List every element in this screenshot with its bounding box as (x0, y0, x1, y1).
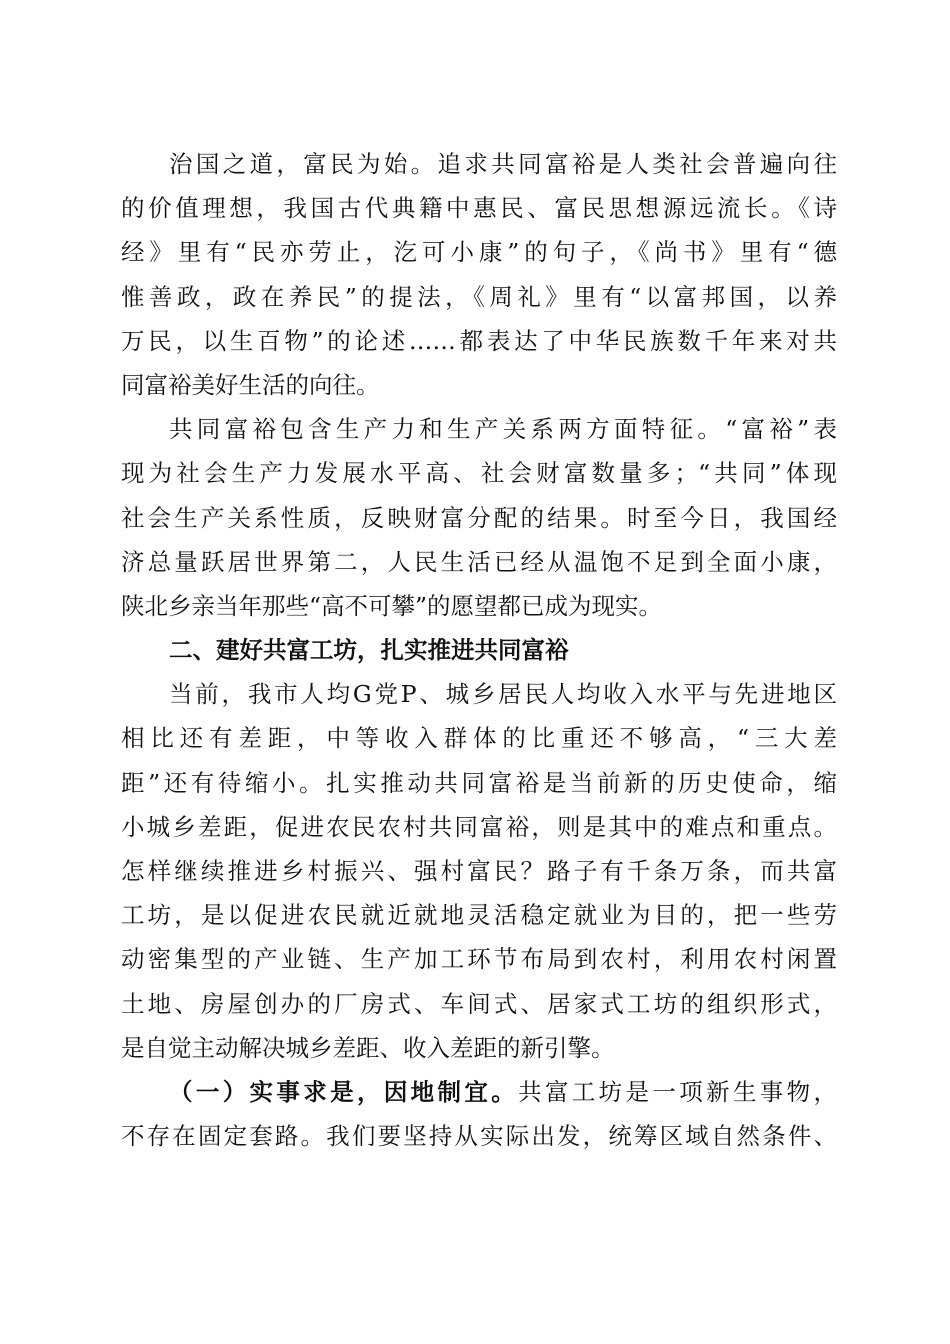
paragraph-line: 社会生产关系性质，反映财富分配的结果。时至今日，我国经 (121, 503, 837, 532)
paragraph-line: 动密集型的产业链、生产加工环节布局到农村，利用农村闲置 (121, 945, 837, 974)
paragraph-line: 工坊，是以促进农民就近就地灵活稳定就业为目的，把一些劳 (121, 901, 837, 930)
paragraph-line: 是自觉主动解决城乡差距、收入差距的新引擎。 (121, 1033, 615, 1062)
paragraph-line: 小城乡差距，促进农民农村共同富裕，则是其中的难点和重点。 (121, 812, 837, 841)
paragraph-3 (121, 672, 837, 1070)
paragraph-line: 不存在固定套路。我们要坚持从实际出发，统筹区域自然条件、 (121, 1122, 837, 1151)
paragraph-line: 相比还有差距，中等收入群体的比重还不够高，“三大差 (121, 724, 837, 753)
paragraph-line: 现为社会生产力发展水平高、社会财富数量多；“共同”体现 (121, 459, 837, 488)
paragraph-2 (121, 407, 837, 628)
document-body (121, 142, 837, 1158)
paragraph-line: 陕北乡亲当年那些“高不可攀”的愿望都已成为现实。 (121, 591, 663, 620)
paragraph-line: 怎样继续推进乡村振兴、强村富民？路子有千条万条，而共富 (121, 857, 837, 885)
paragraph-line: 共同富裕包含生产力和生产关系两方面特征。“富裕”表 (169, 415, 837, 444)
paragraph-line: 经》里有“民亦劳止，汔可小康”的句子，《尚书》里有“德 (121, 238, 837, 267)
paragraph-4 (121, 1070, 837, 1158)
paragraph-text: 共富工坊是一项新生事物， (518, 1077, 838, 1106)
paragraph-line: 距”还有待缩小。扎实推动共同富裕是当前新的历史使命，缩 (121, 768, 837, 797)
paragraph-line: 惟善政，政在养民”的提法，《周礼》里有“以富邦国，以养 (121, 282, 837, 311)
paragraph-line: 的价值理想，我国古代典籍中惠民、富民思想源远流长。《诗 (121, 194, 837, 223)
paragraph-1 (121, 142, 837, 407)
section-heading: 二、建好共富工坊，扎实推进共同富裕 (169, 636, 569, 665)
paragraph-line (121, 1070, 837, 1114)
paragraph-line: 济总量跃居世界第二，人民生活已经从温饱不足到全面小康， (121, 547, 837, 576)
paragraph-line: 土地、房屋创办的厂房式、车间式、居家式工坊的组织形式， (121, 989, 837, 1018)
subsection-lead: （一）实事求是，因地制宜。 (169, 1077, 519, 1106)
paragraph-line: 当前，我市人均G党P、城乡居民人均收入水平与先进地区 (169, 680, 837, 709)
paragraph-line: 治国之道，富民为始。追求共同富裕是人类社会普遍向往 (169, 150, 837, 178)
paragraph-line: 同富裕美好生活的向往。 (121, 370, 380, 399)
paragraph-line: 万民，以生百物”的论述……都表达了中华民族数千年来对共 (121, 326, 837, 355)
